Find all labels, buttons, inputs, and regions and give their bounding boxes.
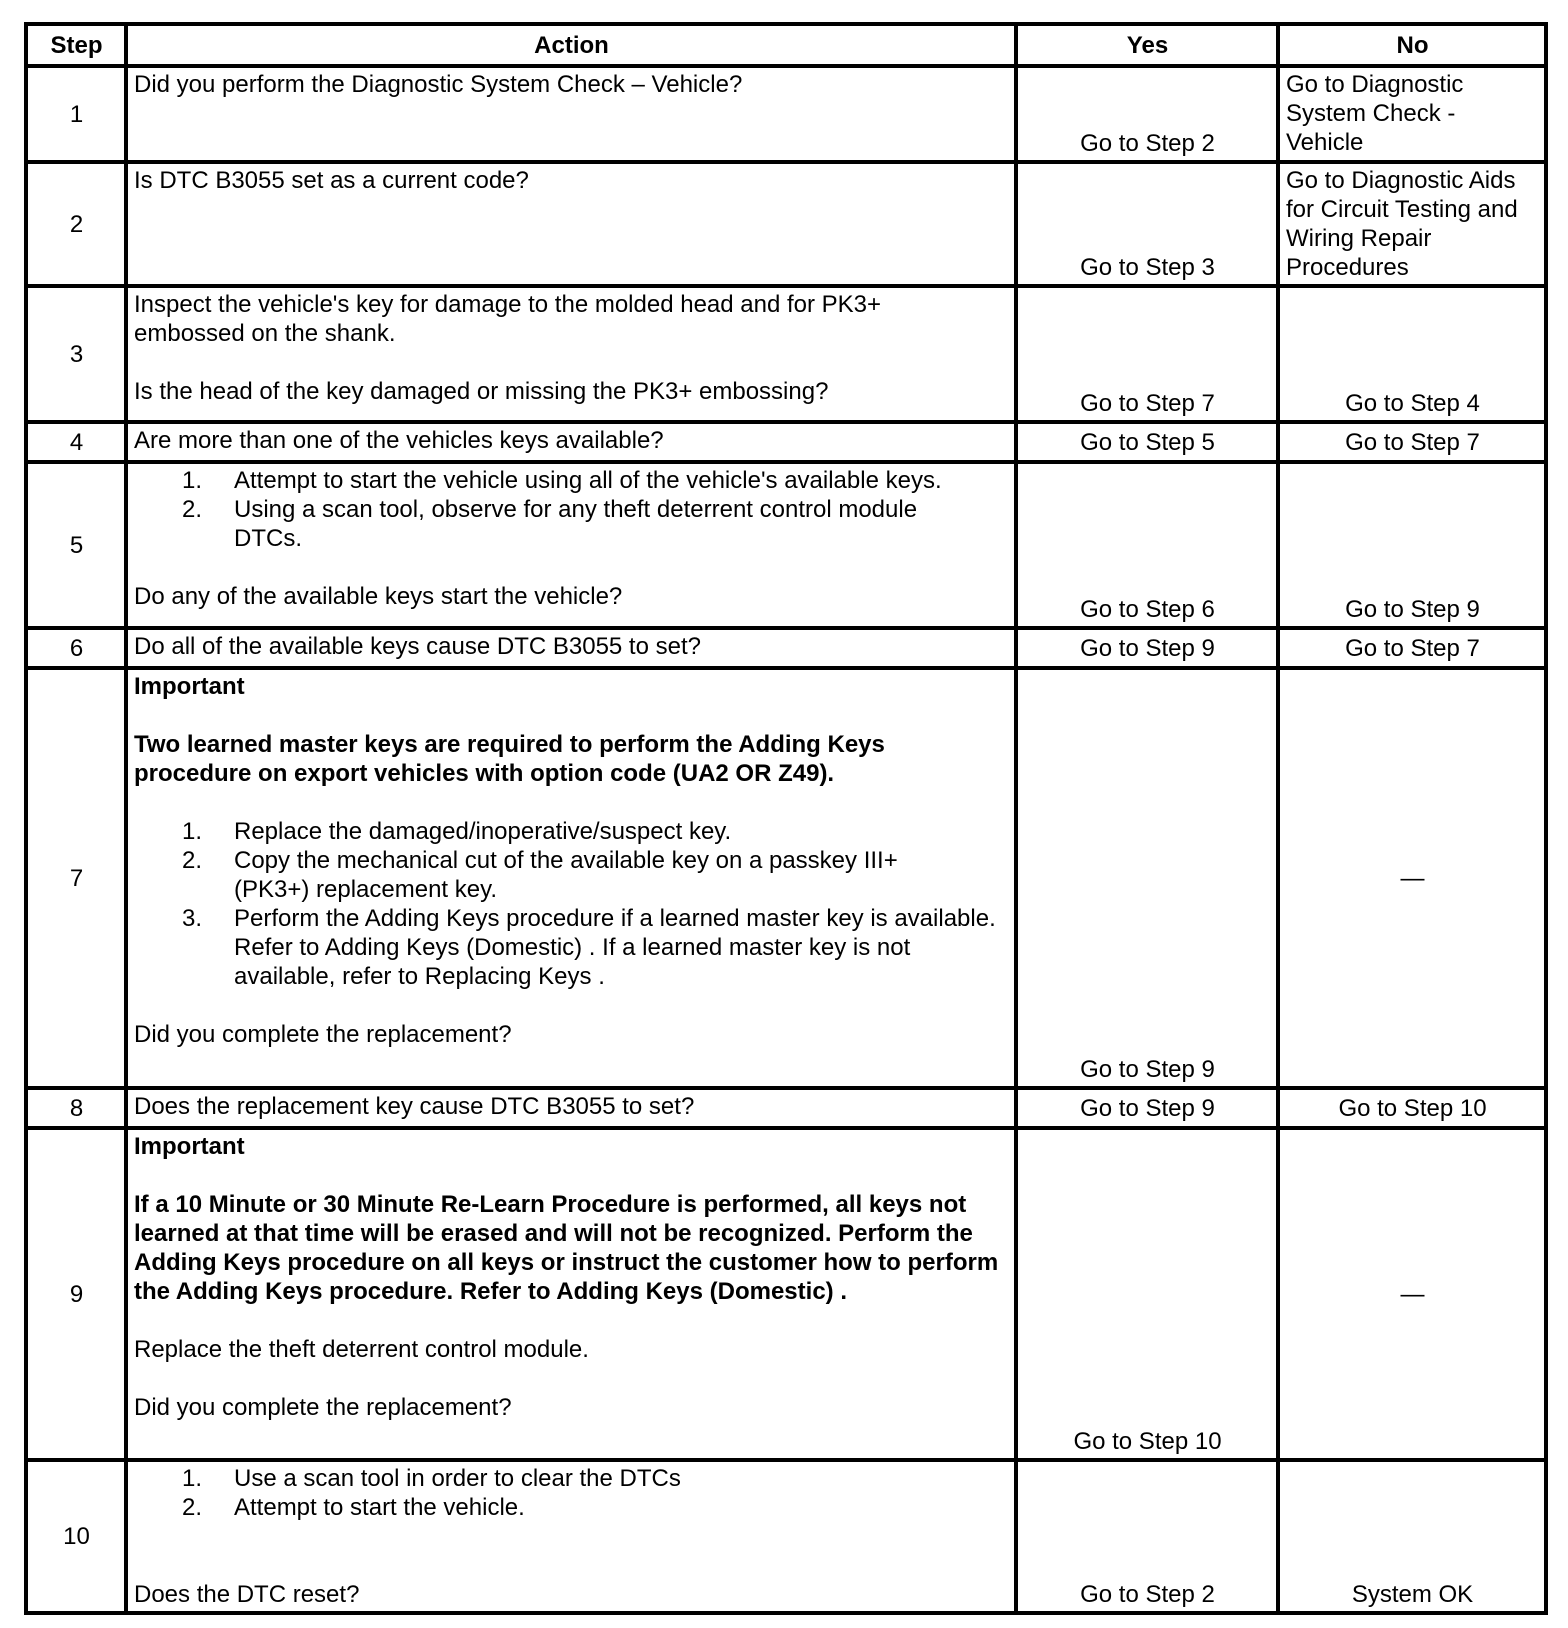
yes-cell: Go to Step 7 — [1016, 286, 1278, 422]
step-number: 1 — [26, 66, 126, 162]
header-row — [26, 24, 1546, 66]
procedure-list — [134, 1464, 1009, 1522]
yes-cell: Go to Step 6 — [1016, 462, 1278, 628]
procedure-list — [134, 817, 1009, 991]
step-number: 3 — [26, 286, 126, 422]
list-number: 1. — [182, 818, 203, 845]
instruction-text: Inspect the vehicle's key for damage to the molded head and for PK3+ embossed on the shank. — [134, 291, 882, 347]
action-cell — [126, 162, 1016, 286]
list-number: 1. — [182, 467, 203, 494]
action-cell — [126, 1128, 1016, 1460]
yes-cell: Go to Step 9 — [1016, 1088, 1278, 1128]
question-text: Do all of the available keys cause DTC B3055 to set? — [134, 633, 701, 660]
spacer — [134, 701, 1009, 730]
list-item — [182, 1493, 1009, 1522]
list-item — [182, 817, 1009, 846]
no-cell: Go to Step 7 — [1278, 628, 1546, 668]
spacer — [134, 1306, 1009, 1335]
list-number: 2. — [182, 1494, 203, 1521]
yes-cell: Go to Step 5 — [1016, 422, 1278, 462]
action-cell — [126, 668, 1016, 1088]
spacer — [134, 553, 1009, 582]
step-number: 7 — [26, 668, 126, 1088]
question-text: Did you complete the replacement? — [134, 1021, 512, 1048]
list-text: Perform the Adding Keys procedure if a learned master key is available. Refer to Adding Keys (Domestic) . If a learned master key is not available, refer to Replacing Keys . — [234, 905, 996, 990]
yes-cell: Go to Step 9 — [1016, 628, 1278, 668]
action-cell — [126, 66, 1016, 162]
spacer — [134, 1364, 1009, 1393]
spacer — [134, 788, 1009, 817]
step-number: 2 — [26, 162, 126, 286]
no-cell: — — [1278, 1128, 1546, 1460]
table-row — [26, 1088, 1546, 1128]
no-cell: Go to Step 7 — [1278, 422, 1546, 462]
question-text: Does the replacement key cause DTC B3055 to set? — [134, 1093, 695, 1120]
spacer — [134, 1161, 1009, 1190]
header-action: Action — [126, 24, 1016, 66]
table-row — [26, 286, 1546, 422]
action-cell — [126, 1088, 1016, 1128]
table-row — [26, 668, 1546, 1088]
question-text: Is the head of the key damaged or missing the PK3+ embossing? — [134, 378, 829, 405]
table-row — [26, 628, 1546, 668]
diagnostic-table — [24, 22, 1548, 1615]
question-text: Is DTC B3055 set as a current code? — [134, 167, 529, 194]
yes-cell: Go to Step 2 — [1016, 66, 1278, 162]
yes-cell: Go to Step 2 — [1016, 1460, 1278, 1613]
no-cell: Go to Diagnostic System Check - Vehicle — [1278, 66, 1546, 162]
important-label: Important — [134, 1133, 245, 1160]
table-row — [26, 162, 1546, 286]
action-cell — [126, 628, 1016, 668]
yes-cell: Go to Step 3 — [1016, 162, 1278, 286]
list-number: 2. — [182, 847, 203, 874]
yes-cell: Go to Step 10 — [1016, 1128, 1278, 1460]
action-cell — [126, 286, 1016, 422]
table-row — [26, 422, 1546, 462]
important-text: If a 10 Minute or 30 Minute Re-Learn Procedure is performed, all keys not learned at that time will be erased and will not be recognized. Perform the Adding Keys procedure on all keys or instruct the customer how to perform the Adding Keys procedure. Refer to Adding Keys (Domestic) . — [134, 1191, 999, 1305]
action-cell — [126, 1460, 1016, 1613]
no-cell: Go to Step 9 — [1278, 462, 1546, 628]
step-number: 5 — [26, 462, 126, 628]
question-text: Did you perform the Diagnostic System Check – Vehicle? — [134, 71, 743, 98]
step-number: 9 — [26, 1128, 126, 1460]
no-cell: — — [1278, 668, 1546, 1088]
table-row — [26, 66, 1546, 162]
table-row — [26, 1460, 1546, 1613]
spacer — [134, 1522, 1009, 1580]
list-item — [182, 466, 1009, 495]
table-row — [26, 1128, 1546, 1460]
list-item — [182, 904, 1009, 991]
list-text: Attempt to start the vehicle. — [234, 1494, 525, 1521]
header-no: No — [1278, 24, 1546, 66]
list-text: Use a scan tool in order to clear the DTCs — [234, 1465, 681, 1492]
list-item — [182, 1464, 1009, 1493]
question-text: Do any of the available keys start the vehicle? — [134, 583, 623, 610]
spacer — [134, 348, 1009, 377]
action-cell — [126, 462, 1016, 628]
list-number: 2. — [182, 496, 203, 523]
list-text: Using a scan tool, observe for any theft deterrent control module DTCs. — [234, 496, 918, 552]
step-number: 6 — [26, 628, 126, 668]
list-item — [182, 495, 1009, 553]
list-item — [182, 846, 1009, 904]
list-text: Attempt to start the vehicle using all of the vehicle's available keys. — [234, 467, 942, 494]
no-cell: Go to Step 4 — [1278, 286, 1546, 422]
question-text: Are more than one of the vehicles keys available? — [134, 427, 664, 454]
yes-cell: Go to Step 9 — [1016, 668, 1278, 1088]
important-text: Two learned master keys are required to perform the Adding Keys procedure on export vehicles with option code (UA2 OR Z49). — [134, 731, 885, 787]
instruction-text: Replace the theft deterrent control module. — [134, 1336, 589, 1363]
header-step: Step — [26, 24, 126, 66]
step-number: 8 — [26, 1088, 126, 1128]
list-text: Replace the damaged/inoperative/suspect key. — [234, 818, 732, 845]
step-number: 4 — [26, 422, 126, 462]
step-number: 10 — [26, 1460, 126, 1613]
no-cell: System OK — [1278, 1460, 1546, 1613]
important-label: Important — [134, 673, 245, 700]
procedure-list — [134, 466, 1009, 553]
list-number: 3. — [182, 905, 203, 932]
header-yes: Yes — [1016, 24, 1278, 66]
table-row — [26, 462, 1546, 628]
list-number: 1. — [182, 1465, 203, 1492]
spacer — [134, 991, 1009, 1020]
no-cell: Go to Diagnostic Aids for Circuit Testing and Wiring Repair Procedures — [1278, 162, 1546, 286]
list-text: Copy the mechanical cut of the available key on a passkey III+ (PK3+) replacement key. — [234, 847, 898, 903]
question-text: Does the DTC reset? — [134, 1581, 360, 1608]
no-cell: Go to Step 10 — [1278, 1088, 1546, 1128]
action-cell — [126, 422, 1016, 462]
question-text: Did you complete the replacement? — [134, 1394, 512, 1421]
